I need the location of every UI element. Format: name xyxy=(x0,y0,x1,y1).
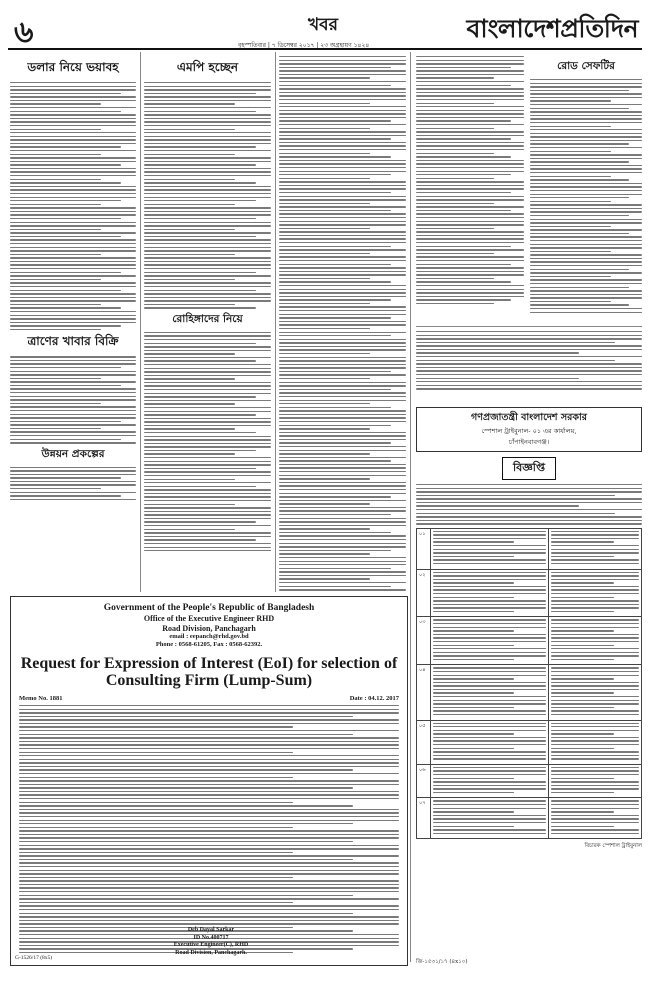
row-cell xyxy=(549,798,642,839)
row-cell xyxy=(431,764,549,798)
newspaper-brand: বাংলাদেশপ্রতিদিন xyxy=(466,14,638,43)
column-3 xyxy=(279,56,406,596)
gov-sub2: চাঁপাইনবাবগঞ্জ। xyxy=(508,438,550,446)
gov-table-row xyxy=(417,617,642,665)
gov-table-row xyxy=(417,665,642,720)
tender-email[interactable]: email : eepanch@rhd.gov.bd xyxy=(169,633,249,640)
gov-table xyxy=(416,528,642,840)
gov-sub1: স্পেশাল ট্রাইবুনাল- ০১ এর কার্যালয়, xyxy=(481,427,577,435)
row-serial: ০২ xyxy=(417,569,431,617)
notice-label: বিজ্ঞপ্তি xyxy=(502,457,556,480)
sign-id: ID No.400717 xyxy=(193,934,229,941)
row-serial: ০৪ xyxy=(417,665,431,720)
article-body xyxy=(10,467,136,501)
article-body xyxy=(10,356,136,443)
gov-code: জি-১৫৩১/১৭ (৪x১০) xyxy=(416,959,468,965)
article-headline-project[interactable]: উন্নয়ন প্রকল্পের xyxy=(41,447,105,460)
column-4 xyxy=(416,56,642,324)
row-serial: ০৭ xyxy=(417,798,431,839)
gov-header xyxy=(416,407,642,452)
row-cell xyxy=(431,617,549,665)
row-cell xyxy=(549,617,642,665)
gov-intro xyxy=(416,484,642,525)
article-headline-rohingya[interactable]: রোহিঙ্গাদের নিয়ে xyxy=(172,312,243,325)
article-headline-mp[interactable]: এমপি হচ্ছেন xyxy=(176,60,239,74)
row-cell xyxy=(431,798,549,839)
article-headline-relief[interactable]: ত্রাণের খাবার বিক্রি xyxy=(27,334,119,349)
row-cell xyxy=(549,528,642,569)
row-serial: ০৫ xyxy=(417,720,431,764)
gov-table-row xyxy=(417,528,642,569)
dateline: বৃহস্পতিবার | ৭ ডিসেম্বর ২০১৭ | ২৩ অগ্রহায়ণ ১৪২৪ xyxy=(238,42,370,49)
sign-name: Deb Dayal Sarkar xyxy=(187,927,235,933)
row-cell xyxy=(431,569,549,617)
gov-notice xyxy=(416,407,642,967)
row-cell xyxy=(549,764,642,798)
article-body xyxy=(416,331,642,390)
tender-org: Government of the People's Republic of Bangladesh xyxy=(103,603,315,613)
masthead xyxy=(8,6,642,50)
gov-table-row xyxy=(417,720,642,764)
row-cell xyxy=(549,720,642,764)
row-cell xyxy=(431,528,549,569)
tender-memo-line xyxy=(19,695,399,702)
article-body xyxy=(10,82,136,330)
tender-phone: Phone : 0568-61205, Fax : 0568-62392. xyxy=(155,641,263,648)
tender-title: Request for Expression of Interest (EoI) for selection of Consulting Firm (Lump-Sum) xyxy=(20,655,398,689)
tender-code: G-1526/17 (8x5) xyxy=(15,955,53,961)
sign-office: Road Division, Panchagarh. xyxy=(175,949,247,956)
row-cell xyxy=(431,720,549,764)
gov-table-row xyxy=(417,764,642,798)
tender-memo: Memo No. 1881 xyxy=(19,695,63,702)
article-body xyxy=(416,56,524,304)
row-serial: ০৩ xyxy=(417,617,431,665)
tender-division: Road Division, Panchagarh xyxy=(162,623,256,633)
article-headline-dollar[interactable]: ডলার নিয়ে ভয়াবহ xyxy=(27,60,119,74)
row-cell xyxy=(431,665,549,720)
page-number: ৬ xyxy=(14,15,34,50)
row-cell xyxy=(549,569,642,617)
article-body xyxy=(144,332,271,552)
sign-title: Executive Engineer(C), RHD xyxy=(173,942,249,948)
section-name: খবর xyxy=(308,15,338,35)
article-headline-toll[interactable]: রোড সেফটির xyxy=(557,60,615,72)
gov-head: গণপ্রজাতন্ত্রী বাংলাদেশ সরকার xyxy=(471,412,587,423)
column-rule xyxy=(275,52,276,592)
article-box xyxy=(416,326,642,402)
tender-notice xyxy=(10,596,408,966)
row-cell xyxy=(549,665,642,720)
row-serial: ০৬ xyxy=(417,764,431,798)
article-body xyxy=(279,56,406,591)
row-serial: ০১ xyxy=(417,528,431,569)
column-2 xyxy=(144,56,271,596)
gov-footer: বিচারক স্পেশাল ট্রাইবুনাল xyxy=(584,843,642,850)
gov-table-row xyxy=(417,798,642,839)
article-body xyxy=(530,79,642,313)
column-rule xyxy=(140,52,141,592)
tender-date: Date : 04.12. 2017 xyxy=(349,695,399,702)
column-rule xyxy=(410,52,411,962)
tender-signature xyxy=(141,927,281,957)
tender-body xyxy=(19,705,399,953)
column-1 xyxy=(10,56,136,596)
article-body xyxy=(144,82,271,309)
tender-office: Office of the Executive Engineer RHD xyxy=(143,614,275,623)
gov-table-row xyxy=(417,569,642,617)
